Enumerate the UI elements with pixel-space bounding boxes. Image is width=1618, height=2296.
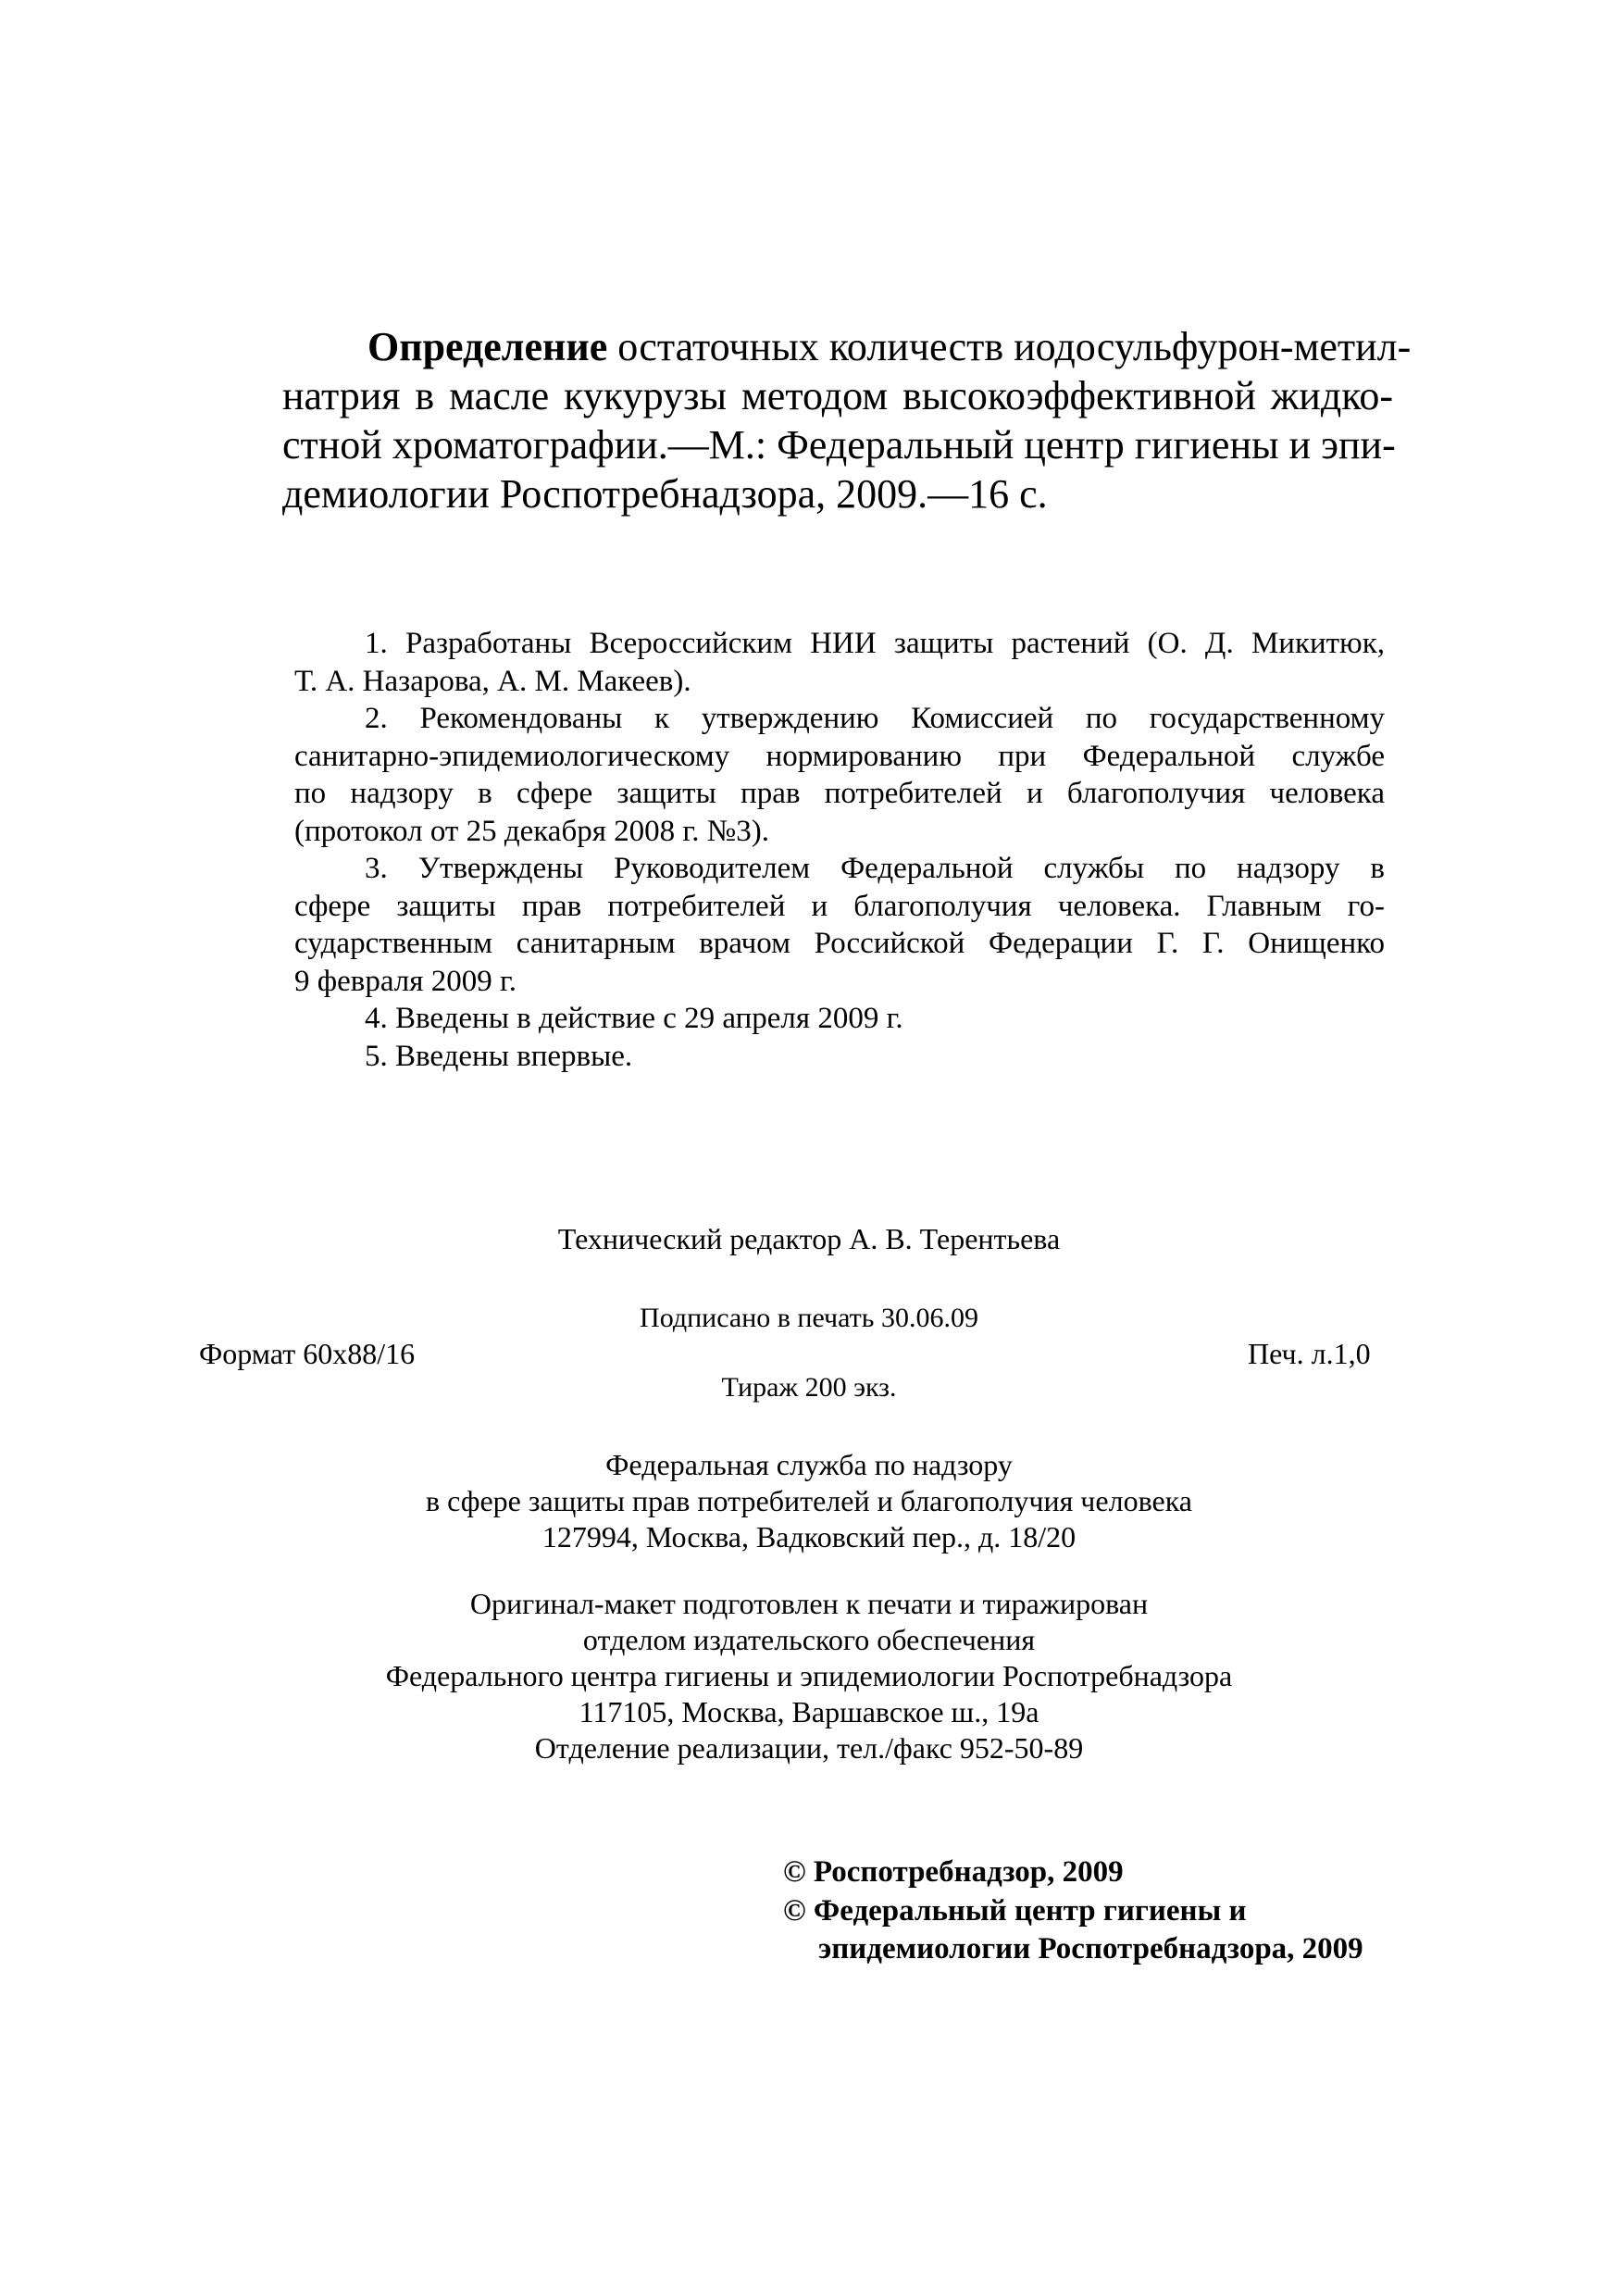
printer-line: отделом издательского обеспечения <box>582 1623 1036 1656</box>
title-line-1 <box>282 322 1412 371</box>
info-line: сфере защиты прав потребителей и благополучия человека. Главным го- <box>294 889 1385 923</box>
sales-contact: Отделение реализации, тел./факс 952-50-89 <box>534 1731 1084 1765</box>
publisher-line: в сфере защиты прав потребителей и благополучия человека <box>426 1484 1192 1517</box>
paper-format: Формат 60x88/16 <box>199 1337 416 1370</box>
printer-address: 117105, Москва, Варшавское ш., 19а <box>579 1695 1039 1728</box>
info-line: 9 февраля 2009 г. <box>294 964 517 998</box>
info-line: 2. Рекомендованы к утверждению Комиссией по государственному <box>365 702 1385 735</box>
technical-editor: Технический редактор А. В. Терентьева <box>557 1222 1061 1255</box>
info-line: санитарно-эпидемиологическому нормированию при Федеральной службе <box>294 739 1385 773</box>
info-line: сударственным санитарным врачом Российской Федерации Г. Г. Онищенко <box>294 927 1385 960</box>
copyright-block <box>783 1853 1363 1969</box>
info-line: Т. А. Назарова, А. М. Макеев). <box>294 664 691 698</box>
bibliographic-title <box>282 322 1412 518</box>
title-line-3: стной хроматографии.—М.: Федеральный центр гигиены и эпи- <box>282 422 1396 468</box>
info-line: 1. Разработаны Всероссийским НИИ защиты растений (О. Д. Микитюк, <box>365 627 1385 660</box>
printer-line: Федерального центра гигиены и эпидемиологии Роспотребнадзора <box>385 1659 1233 1692</box>
document-info-list <box>294 625 1385 1075</box>
printed-sheets: Печ. л.1,0 <box>1248 1337 1371 1370</box>
info-line: 3. Утверждены Руководителем Федеральной службы по надзору в <box>365 852 1385 885</box>
info-line: по надзору в сфере защиты прав потребителей и благополучия человека <box>294 777 1385 810</box>
copyright-line: © Федеральный центр гигиены и <box>783 1893 1247 1928</box>
print-run: Тираж 200 экз. <box>721 1372 897 1403</box>
info-line: 5. Введены впервые. <box>365 1039 633 1073</box>
info-line: (протокол от 25 декабря 2008 г. №3). <box>294 814 769 848</box>
title-line-2: натрия в масле кукурузы методом высокоэффективной жидко- <box>282 373 1393 418</box>
info-line: 4. Введены в действие с 29 апреля 2009 г. <box>365 1002 903 1035</box>
signed-for-print: Подписано в печать 30.06.09 <box>640 1303 978 1333</box>
publisher-line: Федеральная служба по надзору <box>605 1448 1013 1481</box>
title-line-1-rest: остаточных количеств иодосульфурон-метил- <box>607 324 1412 369</box>
printer-line: Оригинал-макет подготовлен к печати и тиражирован <box>469 1587 1149 1620</box>
copyright-line: © Роспотребнадзор, 2009 <box>783 1855 1124 1889</box>
title-bold-word: Определение <box>367 324 608 369</box>
copyright-line: эпидемиологии Роспотребнадзора, 2009 <box>818 1932 1363 1965</box>
publisher-address: 127994, Москва, Вадковский пер., д. 18/20 <box>541 1520 1077 1554</box>
title-line-4: демиологии Роспотребнадзора, 2009.—16 с. <box>282 471 1048 517</box>
